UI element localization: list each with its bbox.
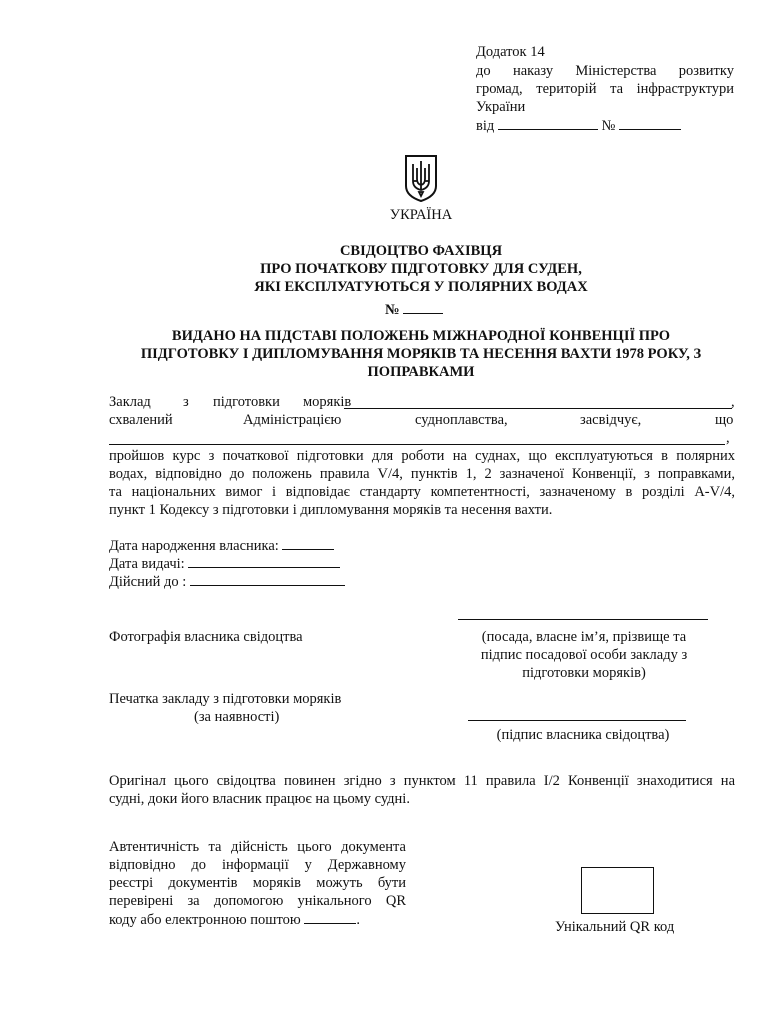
institution-blank — [344, 408, 732, 409]
photo-label: Фотографія власника свідоцтва — [109, 629, 303, 645]
body-line2: схвалений Адміністрацією судноплавства, засвідчує, що — [109, 412, 734, 428]
official-caption-line1: (посада, власне ім’я, прізвище та — [481, 629, 687, 645]
state-name: УКРАЇНА — [389, 207, 453, 223]
appendix-date-line — [476, 116, 681, 136]
certificate-title-line2: ПРО ПОЧАТКОВУ ПІДГОТОВКУ ДЛЯ СУДЕН, — [260, 261, 582, 277]
authenticity-line3: реєстрі документів моряків можуть бути — [109, 875, 406, 891]
certificate-number: № — [385, 300, 443, 320]
number-blank — [619, 116, 681, 130]
body-line6: та національних вимог і відповідає стандарту компетентності, зазначеному в розділі A-V/4, — [109, 484, 735, 500]
certificate-title-line3: ЯКІ ЕКСПЛУАТУЮТЬСЯ У ПОЛЯРНИХ ВОДАХ — [254, 279, 588, 295]
authenticity-line5: коду або електронною поштою . — [109, 912, 360, 928]
authenticity-line1: Автентичність та дійсність цього документа — [109, 839, 406, 855]
body-line3: , — [109, 429, 735, 448]
holder-signature-caption: (підпис власника свідоцтва) — [496, 727, 670, 743]
body-line7: пункт 1 Кодексу з підготовки і дипломування моряків та несення вахти. — [109, 502, 553, 518]
trident-icon — [404, 154, 438, 202]
appendix-title: Додаток 14 — [476, 44, 545, 60]
official-caption-line3: підготовки моряків) — [522, 665, 646, 681]
issued-basis-line2: ПІДГОТОВКУ І ДИПЛОМУВАННЯ МОРЯКІВ ТА НЕСЕННЯ ВАХТИ 1978 РОКУ, З — [140, 346, 702, 362]
number-sign: № — [601, 118, 616, 134]
holder-name-blank — [109, 444, 725, 445]
qr-code-box — [581, 867, 654, 914]
body-line5: водах, відповідно до положень правила V/4, пунктів 1, 2 зазначеної Конвенції, з поправками, — [109, 466, 735, 482]
authenticity-line4: перевірені за допомогою унікального QR — [109, 893, 406, 909]
body-line4: пройшов курс з початкової підготовки для роботи на суднах, що експлуатуються в полярних — [109, 448, 735, 464]
appendix-order-line1: до наказу Міністерства розвитку — [476, 63, 734, 79]
appendix-order-line3: України — [476, 99, 526, 115]
date-blank — [498, 116, 598, 130]
authenticity-line2: відповідно до інформації у Державному — [109, 857, 406, 873]
issue-date-field: Дата видачі: — [109, 554, 340, 574]
stamp-label-line1: Печатка закладу з підготовки моряків — [109, 691, 342, 707]
appendix-order-line2: громад, територій та інфраструктури — [476, 81, 734, 97]
birth-date-field: Дата народження власника: — [109, 536, 334, 556]
valid-until-field: Дійсний до : — [109, 572, 345, 592]
issued-basis-line3: ПОПРАВКАМИ — [367, 364, 475, 380]
certificate-number-blank — [403, 300, 443, 314]
official-caption-line2: підпис посадової особи закладу з — [480, 647, 688, 663]
issued-basis-line1: ВИДАНО НА ПІДСТАВІ ПОЛОЖЕНЬ МІЖНАРОДНОЇ КОНВЕНЦІЇ ПРО — [171, 328, 671, 344]
stamp-label-line2: (за наявності) — [194, 709, 280, 725]
qr-code-label: Унікальний QR код — [555, 919, 675, 935]
email-blank — [304, 910, 356, 924]
original-note-line1: Оригінал цього свідоцтва повинен згідно з пунктом 11 правила I/2 Конвенції знаходитися на — [109, 773, 735, 789]
date-label: від — [476, 118, 495, 134]
official-signature-line — [458, 619, 708, 620]
original-note-line2: судні, доки його власник працює на цьому судні. — [109, 791, 410, 807]
body-line1: Заклад з підготовки моряків , — [109, 394, 735, 410]
certificate-title-line1: СВІДОЦТВО ФАХІВЦЯ — [339, 243, 503, 259]
holder-signature-line — [468, 720, 686, 721]
